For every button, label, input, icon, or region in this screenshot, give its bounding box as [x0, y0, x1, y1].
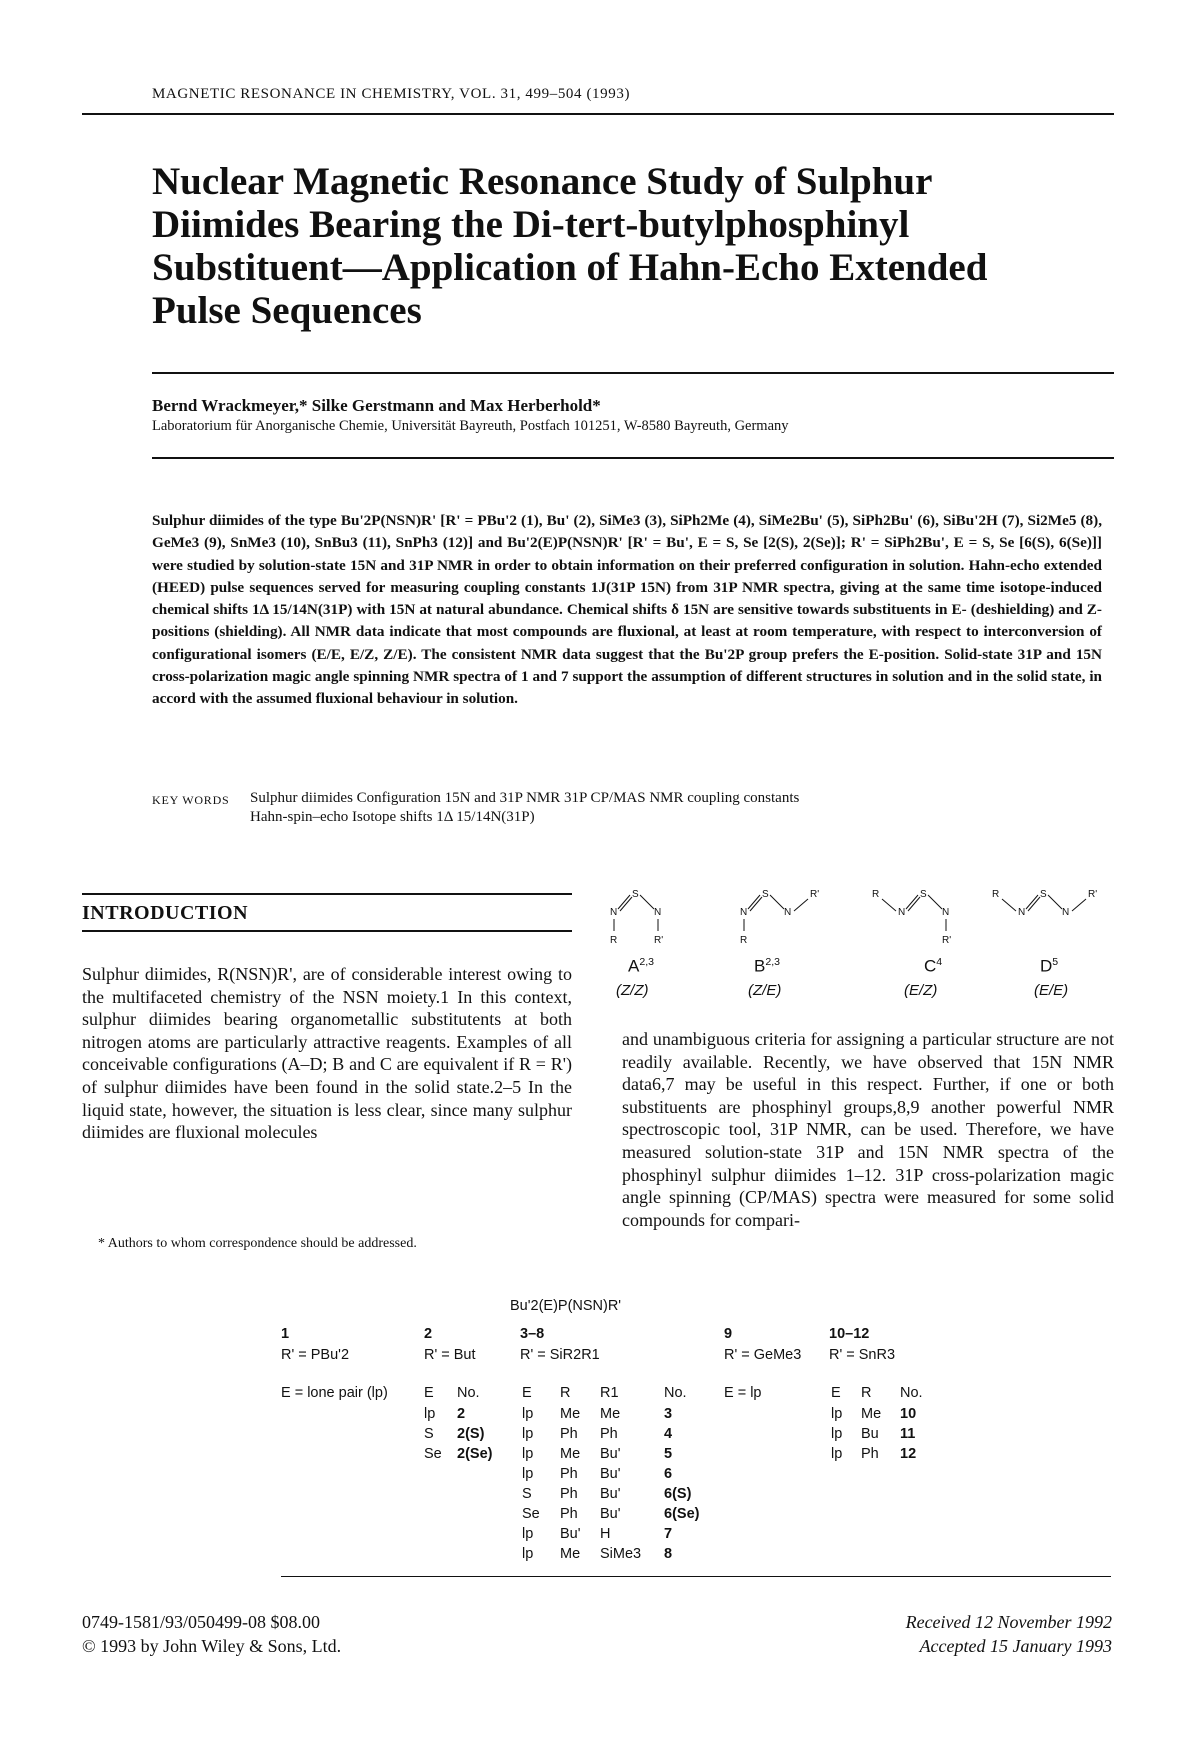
compound-table-title: Bu'2(E)P(NSN)R': [510, 1298, 622, 1314]
group-4-rprime: R' = GeMe3: [724, 1347, 802, 1363]
g5-row-2-no: 11: [900, 1426, 916, 1442]
g3-row-6-r: Ph: [560, 1506, 578, 1522]
abstract: Sulphur diimides of the type Bu'2P(NSN)R' [R' = PBu'2 (1), Bu' (2), SiMe3 (3), SiPh2Me (4), SiMe2Bu' (5), SiPh2Bu' (6), SiBu'2H (7), Si2Me5 (8), GeMe3 (9), SnMe3 (10), SnBu3 (11), SnPh3 (12)] and Bu'2(E)P(NSN)R' [R' = Bu', E = S, Se [2(S), 2(Se)]; R' = SiPh2Bu', E = S, Se [6(S), 6(Se)]] were studied by solution-state 15N and 31P NMR in order to obtain information on their preferred configuration in solution. Hahn-echo extended (HEED) pulse sequences served for measuring coupling constants 1J(31P 15N) from 31P NMR spectra, giving at the same time isotope-induced chemical shifts 1Δ 15/14N(31P) with 15N at natural abundance. Chemical shifts δ 15N are sensitive towards substituents in E- (deshielding) and Z-positions (shielding). All NMR data indicate that most compounds are fluxional, at least at room temperature, with respect to interconversion of configurational isomers (E/E, E/Z, Z/E). The consistent NMR data suggest that the Bu'2P group prefers the E-position. Solid-state 31P and 15N cross-polarization magic angle spinning NMR spectra of 1 and 7 support the assumption of different structures in solution and in the solid state, in accord with the assumed fluxional behaviour in solution.: [152, 512, 1102, 708]
svg-text:R': R': [810, 889, 820, 900]
structure-d-label: $D^5$: [1040, 956, 1059, 976]
g3-row-1-r: Me: [560, 1406, 581, 1422]
g5-row-1-no: 10: [900, 1406, 917, 1422]
g3-row-2-r1: Ph: [600, 1426, 618, 1442]
g3-row-7-r1: H: [600, 1526, 611, 1542]
header-rule: [82, 113, 1114, 115]
svg-text:S: S: [632, 889, 639, 900]
g3-row-7-no: 7: [664, 1526, 673, 1542]
g3-row-1-e: lp: [522, 1406, 534, 1422]
svg-text:S: S: [1040, 889, 1047, 900]
structure-drawings: [610, 885, 1120, 957]
g2-header-e: E: [424, 1385, 434, 1401]
structure-b-config: (Z/E): [748, 982, 782, 999]
g3-row-6-r1: Bu': [600, 1506, 621, 1522]
svg-text:N: N: [784, 907, 792, 918]
g5-row-3-no: 12: [900, 1446, 917, 1462]
title-line-2: Diimides Bearing the Di-tert-butylphosphinyl: [152, 203, 910, 246]
g3-row-8-r: Me: [560, 1546, 581, 1562]
g3-row-4-e: lp: [522, 1466, 534, 1482]
structure-b-label: B$^{2,3}$: [754, 956, 780, 976]
g5-header-no: No.: [900, 1385, 923, 1401]
g3-row-4-r: Ph: [560, 1466, 578, 1482]
g3-row-4-r1: Bu': [600, 1466, 621, 1482]
g3-row-5-r: Ph: [560, 1486, 578, 1502]
svg-text:R: R: [610, 935, 618, 946]
g2-row-1-e: lp: [424, 1406, 436, 1422]
g3-row-6-e: Se: [522, 1506, 540, 1522]
article-title: [152, 160, 1132, 332]
g3-row-3-r1: Bu': [600, 1446, 621, 1462]
g5-row-2-e: lp: [831, 1426, 843, 1442]
article-code: 0749-1581/93/050499-08 $08.00: [82, 1612, 320, 1632]
g3-row-7-r: Bu': [560, 1526, 581, 1542]
g3-row-2-e: lp: [522, 1426, 534, 1442]
svg-text:N: N: [654, 907, 662, 918]
structure-d: [992, 889, 1097, 918]
svg-text:R: R: [740, 935, 748, 946]
intro-rule-top: [82, 893, 572, 895]
title-rule: [152, 372, 1114, 374]
svg-text:N: N: [740, 907, 748, 918]
group-2-rprime: R' = But: [424, 1347, 476, 1363]
group-1-e: E = lone pair (lp): [281, 1385, 388, 1401]
g5-row-2-r: Bu: [861, 1426, 879, 1442]
intro-rule-bottom: [82, 930, 572, 932]
g3-row-6-no: 6(Se): [664, 1506, 700, 1522]
g3-header-r: R: [560, 1385, 571, 1401]
group-4-e: E = lp: [724, 1385, 762, 1401]
structure-a: [610, 889, 663, 946]
svg-text:N: N: [1018, 907, 1026, 918]
svg-text:N: N: [610, 907, 618, 918]
intro-heading: INTRODUCTION: [82, 902, 249, 924]
g3-row-4-no: 6: [664, 1466, 673, 1482]
g3-row-5-no: 6(S): [664, 1486, 692, 1502]
svg-text:N: N: [898, 907, 906, 918]
structure-c-label: $C^4$: [924, 956, 943, 976]
footer-left: [82, 1610, 341, 1658]
svg-text:R': R': [942, 935, 952, 946]
affiliation: Laboratorium für Anorganische Chemie, Universität Bayreuth, Postfach 101251, W-8580 Bayreuth, Germany: [152, 418, 789, 434]
g2-row-1-no: 2: [457, 1406, 466, 1422]
g3-row-7-e: lp: [522, 1526, 534, 1542]
svg-text:N: N: [942, 907, 950, 918]
g3-row-8-r1: SiMe3: [600, 1546, 642, 1562]
g5-row-3-e: lp: [831, 1446, 843, 1462]
g3-row-3-no: 5: [664, 1446, 673, 1462]
svg-text:R': R': [654, 935, 664, 946]
authors-rule: [152, 457, 1114, 459]
group-2-number: 2: [424, 1326, 433, 1342]
title-line-1: Nuclear Magnetic Resonance Study of Sulphur: [152, 160, 933, 203]
keywords-label: KEY WORDS: [152, 793, 230, 807]
svg-text:S: S: [762, 889, 769, 900]
journal-header: MAGNETIC RESONANCE IN CHEMISTRY, VOL. 31, 499–504 (1993): [152, 86, 631, 102]
g3-row-8-no: 8: [664, 1546, 673, 1562]
structure-a-label: A$^{2,3}$: [628, 956, 654, 976]
g3-row-5-e: S: [522, 1486, 532, 1502]
g3-row-5-r1: Bu': [600, 1486, 621, 1502]
group-4-number: 9: [724, 1326, 733, 1342]
svg-text:R: R: [992, 889, 1000, 900]
keywords-line-1: Sulphur diimides Configuration 15N and 31P NMR 31P CP/MAS NMR coupling constants: [250, 790, 800, 806]
received-date: Received 12 November 1992: [905, 1612, 1112, 1632]
svg-text:S: S: [920, 889, 927, 900]
g5-header-e: E: [831, 1385, 841, 1401]
svg-text:R: R: [872, 889, 880, 900]
structure-b: [740, 889, 819, 946]
table-bottom-rule: [281, 1576, 1111, 1577]
accepted-date: Accepted 15 January 1993: [919, 1636, 1112, 1656]
group-3-rprime: R' = SiR2R1: [520, 1347, 600, 1363]
group-1-rprime: R' = PBu'2: [281, 1347, 350, 1363]
g2-row-2-e: S: [424, 1426, 434, 1442]
g3-row-2-r: Ph: [560, 1426, 578, 1442]
g2-row-3-e: Se: [424, 1446, 442, 1462]
g3-row-3-r: Me: [560, 1446, 581, 1462]
structure-c: [872, 889, 951, 946]
svg-text:R': R': [1088, 889, 1098, 900]
g3-header-r1: R1: [600, 1385, 619, 1401]
footnote: * Authors to whom correspondence should be addressed.: [98, 1236, 417, 1251]
intro-column-2: and unambiguous criteria for assigning a particular structure are not readily available. Recently, we have observed that 15N NMR data6,7 may be useful in this respect. Further, if one or both substituents are phosphinyl groups,8,9 another powerful NMR spectroscopic tool, 31P NMR, can be used. Therefore, we have measured solution-state 31P and 15N NMR spectra of the phosphinyl sulphur diimides 1–12. 31P cross-polarization magic angle spinning (CP/MAS) spectra were measured for some solid compounds for compari-: [622, 1029, 1114, 1230]
g3-header-e: E: [522, 1385, 532, 1401]
structure-d-config: (E/E): [1034, 982, 1069, 999]
g2-row-3-no: 2(Se): [457, 1446, 493, 1462]
g5-row-3-r: Ph: [861, 1446, 879, 1462]
title-line-4: Pulse Sequences: [152, 289, 422, 332]
intro-column-1: Sulphur diimides, R(NSN)R', are of considerable interest owing to the multifaceted chemistry of the NSN moiety.1 In this context, sulphur diimides bearing organometallic substitutents at both nitrogen atoms are particularly attractive reagents. Examples of all conceivable configurations (A–D; B and C are equivalent if R = R') of sulphur diimides have been found in the solid state.2–5 In the liquid state, however, the situation is less clear, since many sulphur diimides are fluxional molecules: [82, 964, 572, 1143]
g3-header-no: No.: [664, 1385, 687, 1401]
g3-row-3-e: lp: [522, 1446, 534, 1462]
g2-header-no: No.: [457, 1385, 480, 1401]
footer-right: [822, 1610, 1112, 1658]
g2-row-2-no: 2(S): [457, 1426, 485, 1442]
g5-header-r: R: [861, 1385, 872, 1401]
g3-row-8-e: lp: [522, 1546, 534, 1562]
group-1-number: 1: [281, 1326, 290, 1342]
g3-row-2-no: 4: [664, 1426, 673, 1442]
keywords-line-2: Hahn-spin–echo Isotope shifts 1Δ 15/14N(31P): [250, 809, 535, 825]
group-3-number: 3–8: [520, 1326, 545, 1342]
title-line-3: Substituent—Application of Hahn-Echo Extended: [152, 246, 988, 289]
g5-row-1-e: lp: [831, 1406, 843, 1422]
group-5-number: 10–12: [829, 1326, 870, 1342]
svg-text:N: N: [1062, 907, 1070, 918]
g5-row-1-r: Me: [861, 1406, 882, 1422]
structure-a-config: (Z/Z): [616, 982, 649, 999]
structure-c-config: (E/Z): [904, 982, 938, 999]
group-5-rprime: R' = SnR3: [829, 1347, 896, 1363]
copyright: © 1993 by John Wiley & Sons, Ltd.: [82, 1636, 342, 1656]
authors: Bernd Wrackmeyer,* Silke Gerstmann and Max Herberhold*: [152, 396, 601, 415]
g3-row-1-no: 3: [664, 1406, 673, 1422]
g3-row-1-r1: Me: [600, 1406, 621, 1422]
